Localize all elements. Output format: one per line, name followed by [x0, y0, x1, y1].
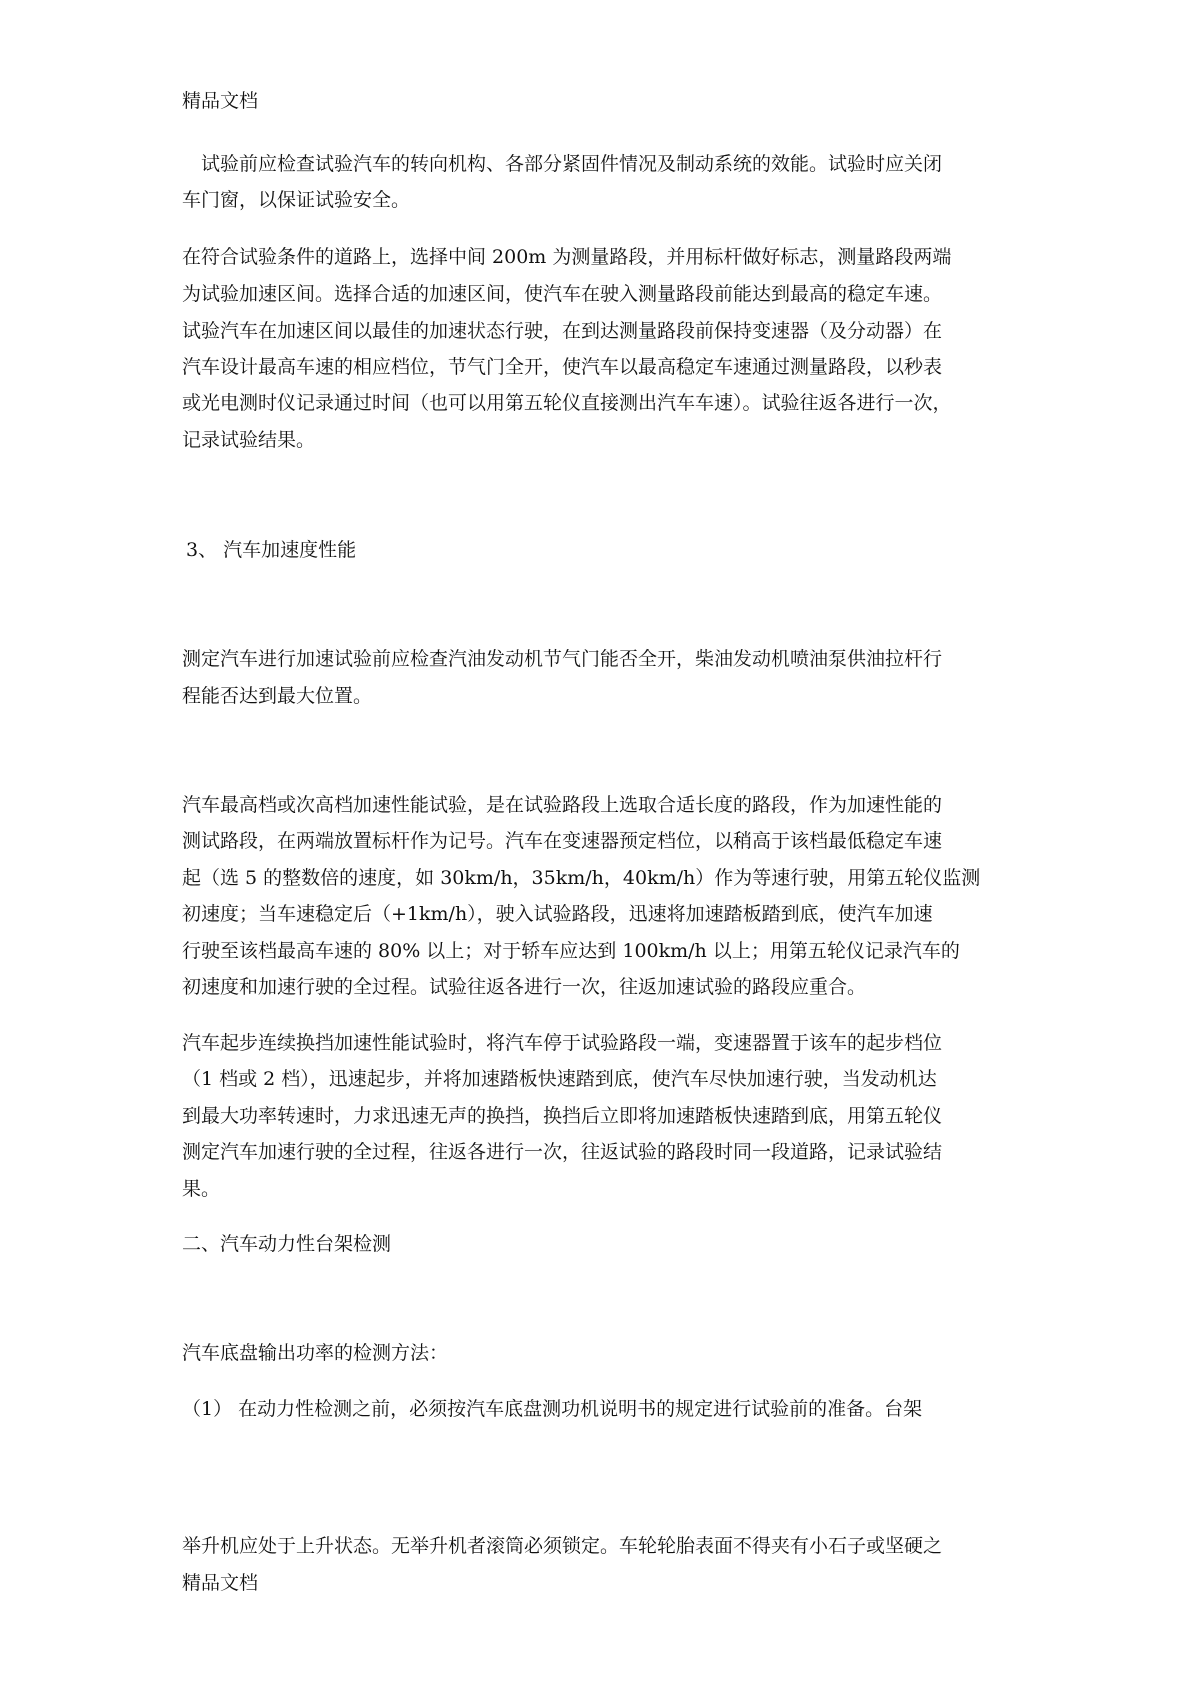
- paragraph-line: 试验汽车在加速区间以最佳的加速状态行驶，在到达测量路段前保持变速器（及分动器）在: [182, 320, 943, 342]
- paragraph-line: 程能否达到最大位置。: [182, 685, 373, 707]
- paragraph-line: （1 档或 2 档），迅速起步，并将加速踏板快速踏到底，使汽车尽快加速行驶，当发动机达: [182, 1068, 937, 1090]
- paragraph-line: 初速度和加速行驶的全过程。试验往返各进行一次，往返加速试验的路段应重合。: [182, 976, 867, 998]
- paragraph-line: 行驶至该档最高车速的 80% 以上；对于轿车应达到 100km/h 以上；用第五轮仪记录汽车的: [182, 940, 960, 962]
- paragraph-line: 汽车底盘输出功率的检测方法：: [182, 1342, 449, 1364]
- paragraph-line: 汽车最高档或次高档加速性能试验，是在试验路段上选取合适长度的路段，作为加速性能的: [182, 794, 943, 816]
- page-footer: 精品文档: [182, 1572, 259, 1594]
- section-heading: 3、 汽车加速度性能: [186, 539, 357, 561]
- paragraph-line: 试验前应检查试验汽车的转向机构、各部分紧固件情况及制动系统的效能。试验时应关闭: [182, 153, 943, 175]
- paragraph-line: 到最大功率转速时，力求迅速无声的换挡，换挡后立即将加速踏板快速踏到底，用第五轮仪: [182, 1105, 943, 1127]
- paragraph-line: 测试路段，在两端放置标杆作为记号。汽车在变速器预定档位，以稍高于该档最低稳定车速: [182, 830, 943, 852]
- paragraph-line: 果。: [182, 1178, 221, 1200]
- paragraph-line: 举升机应处于上升状态。无举升机者滚筒必须锁定。车轮轮胎表面不得夹有小石子或坚硬之: [182, 1535, 943, 1557]
- paragraph-line: 起（选 5 的整数倍的速度，如 30km/h，35km/h，40km/h）作为等速行驶，用第五轮仪监测: [182, 867, 981, 889]
- page-header: 精品文档: [182, 90, 259, 112]
- paragraph-line: 测定汽车进行加速试验前应检查汽油发动机节气门能否全开，柴油发动机喷油泵供油拉杆行: [182, 648, 943, 670]
- paragraph-line: 测定汽车加速行驶的全过程，往返各进行一次，往返试验的路段时同一段道路，记录试验结: [182, 1141, 943, 1163]
- paragraph-line: 汽车起步连续换挡加速性能试验时，将汽车停于试验路段一端，变速器置于该车的起步档位: [182, 1032, 943, 1054]
- paragraph-line: 记录试验结果。: [182, 429, 316, 451]
- paragraph-line: 初速度；当车速稳定后（+1km/h），驶入试验路段，迅速将加速踏板踏到底，使汽车加速: [182, 903, 933, 925]
- section-heading: 二、汽车动力性台架检测: [182, 1233, 392, 1255]
- paragraph-line: 车门窗，以保证试验安全。: [182, 189, 411, 211]
- paragraph-line: 汽车设计最高车速的相应档位，节气门全开，使汽车以最高稳定车速通过测量路段，以秒表: [182, 356, 943, 378]
- paragraph-line: 为试验加速区间。选择合适的加速区间，使汽车在驶入测量路段前能达到最高的稳定车速。: [182, 283, 943, 305]
- paragraph-line: 或光电测时仪记录通过时间（也可以用第五轮仪直接测出汽车车速）。试验往返各进行一次，: [182, 392, 952, 414]
- paragraph-line: （1） 在动力性检测之前，必须按汽车底盘测功机说明书的规定进行试验前的准备。台架: [182, 1398, 923, 1420]
- paragraph-line: 在符合试验条件的道路上，选择中间 200m 为测量路段，并用标杆做好标志，测量路段两端: [182, 246, 952, 268]
